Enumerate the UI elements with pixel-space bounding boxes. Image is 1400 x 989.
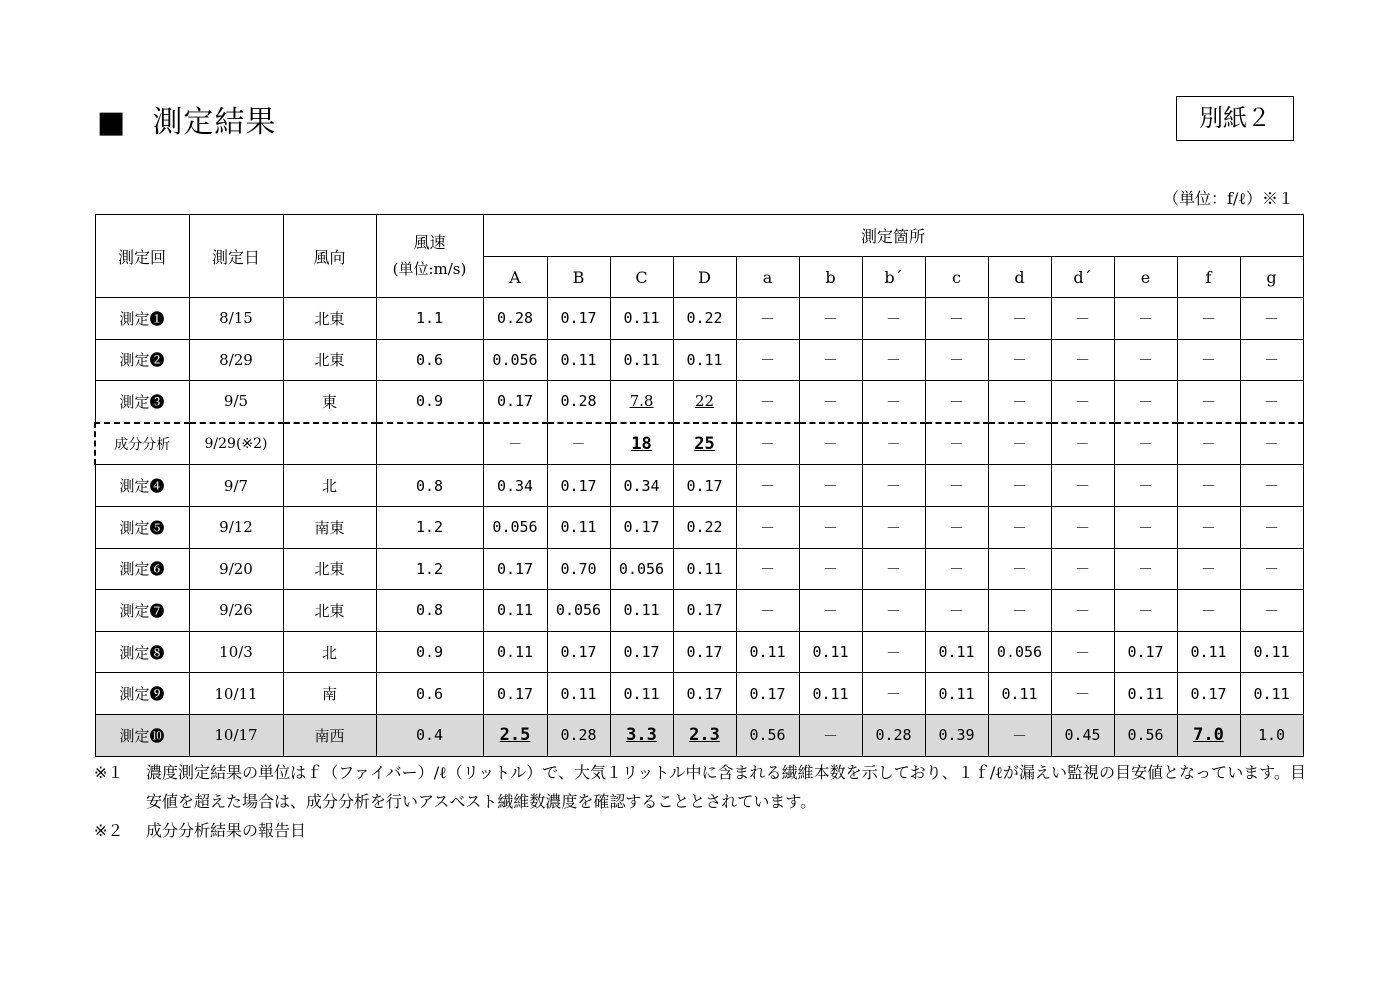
- date-cell: 8/15: [189, 298, 283, 340]
- value-cell: －: [1240, 506, 1303, 548]
- value-cell: －: [862, 465, 925, 507]
- value-cell: －: [925, 548, 988, 590]
- value-cell: 0.56: [1114, 714, 1177, 756]
- header-wind-speed: [376, 215, 483, 298]
- value-cell: －: [925, 381, 988, 423]
- value-cell: [673, 423, 736, 465]
- value-cell: －: [862, 590, 925, 632]
- round-cell: 測定❶: [95, 298, 189, 340]
- value-cell: －: [799, 381, 862, 423]
- value-cell: －: [483, 423, 547, 465]
- table-row: [95, 423, 1303, 465]
- date-cell: 9/7: [189, 465, 283, 507]
- value-cell: －: [988, 590, 1051, 632]
- value-cell: －: [736, 465, 799, 507]
- value-cell: 0.22: [673, 298, 736, 340]
- round-cell: 測定❼: [95, 590, 189, 632]
- value-cell: 0.28: [862, 714, 925, 756]
- footnote-2: [94, 816, 1306, 845]
- wind-direction-cell: 北: [283, 465, 376, 507]
- value-cell: －: [1051, 673, 1114, 715]
- footnote-2-mark: ※２: [94, 821, 124, 840]
- highlighted-value: 18: [631, 434, 652, 455]
- value-cell: 0.11: [610, 590, 673, 632]
- value-cell: －: [925, 423, 988, 465]
- table-row: [95, 465, 1303, 507]
- value-cell: [610, 423, 673, 465]
- value-cell: 0.17: [673, 673, 736, 715]
- value-cell: －: [1177, 465, 1240, 507]
- round-cell: 測定❿: [95, 714, 189, 756]
- value-cell: －: [799, 714, 862, 756]
- value-cell: －: [1051, 548, 1114, 590]
- value-cell: －: [1114, 465, 1177, 507]
- value-cell: 0.11: [610, 673, 673, 715]
- value-cell: 0.17: [1114, 631, 1177, 673]
- location-header-cell: C: [610, 257, 673, 298]
- highlighted-value: 22: [694, 392, 715, 411]
- round-cell: 測定❽: [95, 631, 189, 673]
- footnotes: [94, 758, 1306, 845]
- header-date: 測定日: [189, 215, 283, 298]
- value-cell: 0.17: [483, 673, 547, 715]
- value-cell: －: [1051, 631, 1114, 673]
- wind-direction-cell: 東: [283, 381, 376, 423]
- value-cell: －: [1114, 548, 1177, 590]
- value-cell: －: [1240, 590, 1303, 632]
- wind-direction-cell: 北東: [283, 590, 376, 632]
- value-cell: [483, 714, 547, 756]
- value-cell: －: [925, 465, 988, 507]
- value-cell: －: [1051, 465, 1114, 507]
- attachment-label: 別紙２: [1176, 96, 1294, 141]
- value-cell: 0.28: [483, 298, 547, 340]
- location-header-cell: b´: [862, 257, 925, 298]
- value-cell: －: [862, 673, 925, 715]
- value-cell: 0.11: [799, 673, 862, 715]
- value-cell: －: [799, 298, 862, 340]
- header-round: 測定回: [95, 215, 189, 298]
- value-cell: 0.11: [610, 339, 673, 381]
- date-cell: 9/12: [189, 506, 283, 548]
- highlighted-value: 2.5: [499, 725, 531, 746]
- value-cell: [673, 714, 736, 756]
- value-cell: －: [736, 548, 799, 590]
- unit-note: （単位：f/ℓ）※１: [1163, 189, 1294, 208]
- value-cell: －: [547, 423, 610, 465]
- value-cell: －: [1240, 423, 1303, 465]
- wind-direction-cell: 北東: [283, 298, 376, 340]
- date-cell: 9/5: [189, 381, 283, 423]
- value-cell: －: [1240, 548, 1303, 590]
- table-row: [95, 673, 1303, 715]
- value-cell: －: [736, 506, 799, 548]
- measurement-table: [94, 214, 1304, 757]
- value-cell: 0.11: [547, 339, 610, 381]
- value-cell: 0.22: [673, 506, 736, 548]
- value-cell: 0.17: [483, 381, 547, 423]
- round-cell: 測定❷: [95, 339, 189, 381]
- round-cell: 測定❺: [95, 506, 189, 548]
- wind-speed-cell: 1.1: [376, 298, 483, 340]
- value-cell: 0.17: [736, 673, 799, 715]
- value-cell: [610, 381, 673, 423]
- value-cell: 0.11: [547, 506, 610, 548]
- wind-speed-cell: 0.9: [376, 381, 483, 423]
- table-row: [95, 506, 1303, 548]
- footnote-2-text: 成分分析結果の報告日: [146, 821, 307, 840]
- value-cell: －: [988, 423, 1051, 465]
- value-cell: －: [1114, 339, 1177, 381]
- value-cell: －: [799, 506, 862, 548]
- value-cell: －: [1051, 590, 1114, 632]
- value-cell: －: [1051, 339, 1114, 381]
- table-row: [95, 298, 1303, 340]
- location-header-cell: f: [1177, 257, 1240, 298]
- value-cell: －: [1177, 548, 1240, 590]
- value-cell: 0.11: [673, 548, 736, 590]
- value-cell: －: [862, 423, 925, 465]
- wind-direction-cell: [283, 423, 376, 465]
- value-cell: －: [1177, 339, 1240, 381]
- value-cell: －: [1114, 590, 1177, 632]
- value-cell: 0.11: [799, 631, 862, 673]
- value-cell: －: [1177, 381, 1240, 423]
- value-cell: 0.11: [483, 631, 547, 673]
- value-cell: 0.34: [610, 465, 673, 507]
- title-text: 測定結果: [152, 105, 277, 140]
- table-row: [95, 590, 1303, 632]
- date-cell: 9/20: [189, 548, 283, 590]
- value-cell: －: [988, 298, 1051, 340]
- wind-speed-cell: [376, 423, 483, 465]
- value-cell: 0.11: [673, 339, 736, 381]
- value-cell: －: [1240, 298, 1303, 340]
- value-cell: 0.11: [736, 631, 799, 673]
- value-cell: 0.17: [483, 548, 547, 590]
- round-cell: 測定❾: [95, 673, 189, 715]
- table-body: [95, 298, 1303, 757]
- value-cell: 0.11: [925, 673, 988, 715]
- location-header-cell: e: [1114, 257, 1177, 298]
- value-cell: －: [988, 339, 1051, 381]
- round-cell: 測定❹: [95, 465, 189, 507]
- date-cell: 10/17: [189, 714, 283, 756]
- wind-direction-cell: 北東: [283, 548, 376, 590]
- wind-speed-label: 風速: [413, 233, 446, 252]
- wind-direction-cell: 南東: [283, 506, 376, 548]
- value-cell: －: [925, 506, 988, 548]
- value-cell: －: [988, 465, 1051, 507]
- value-cell: －: [925, 590, 988, 632]
- value-cell: 0.11: [1240, 631, 1303, 673]
- round-cell: 測定❻: [95, 548, 189, 590]
- wind-speed-cell: 0.8: [376, 590, 483, 632]
- value-cell: －: [862, 631, 925, 673]
- value-cell: －: [862, 298, 925, 340]
- title-marker-icon: ■: [97, 105, 127, 140]
- value-cell: 0.17: [673, 465, 736, 507]
- wind-speed-cell: 0.9: [376, 631, 483, 673]
- value-cell: －: [736, 423, 799, 465]
- location-header-cell: g: [1240, 257, 1303, 298]
- value-cell: 0.11: [925, 631, 988, 673]
- footnote-1-mark: ※１: [94, 763, 124, 782]
- value-cell: －: [1177, 423, 1240, 465]
- date-cell: 9/29(※2): [189, 423, 283, 465]
- value-cell: 0.11: [610, 298, 673, 340]
- value-cell: 0.11: [1240, 673, 1303, 715]
- value-cell: [1177, 714, 1240, 756]
- value-cell: 0.056: [988, 631, 1051, 673]
- value-cell: 1.0: [1240, 714, 1303, 756]
- table-row: [95, 381, 1303, 423]
- value-cell: 0.056: [610, 548, 673, 590]
- wind-speed-cell: 0.6: [376, 673, 483, 715]
- location-header-cell: a: [736, 257, 799, 298]
- header-wind-direction: 風向: [283, 215, 376, 298]
- value-cell: －: [799, 590, 862, 632]
- round-cell: 成分分析: [95, 423, 189, 465]
- value-cell: －: [1114, 298, 1177, 340]
- value-cell: －: [1177, 506, 1240, 548]
- location-header-cell: c: [925, 257, 988, 298]
- location-header-cell: d: [988, 257, 1051, 298]
- value-cell: －: [736, 298, 799, 340]
- value-cell: 0.17: [1177, 673, 1240, 715]
- value-cell: －: [1051, 298, 1114, 340]
- date-cell: 10/11: [189, 673, 283, 715]
- wind-speed-cell: 1.2: [376, 548, 483, 590]
- page-title: [97, 103, 276, 143]
- table-row: [95, 714, 1303, 756]
- footnote-1: [94, 758, 1306, 816]
- value-cell: －: [988, 548, 1051, 590]
- location-header-cell: d´: [1051, 257, 1114, 298]
- value-cell: －: [736, 339, 799, 381]
- wind-direction-cell: 北東: [283, 339, 376, 381]
- value-cell: －: [1177, 298, 1240, 340]
- value-cell: －: [799, 548, 862, 590]
- header-locations-group: 測定箇所: [483, 215, 1303, 257]
- value-cell: 0.11: [988, 673, 1051, 715]
- value-cell: －: [862, 506, 925, 548]
- wind-direction-cell: 南: [283, 673, 376, 715]
- value-cell: －: [988, 381, 1051, 423]
- wind-direction-cell: 南西: [283, 714, 376, 756]
- value-cell: 0.56: [736, 714, 799, 756]
- highlighted-value: 7.8: [629, 392, 654, 411]
- location-header-cell: A: [483, 257, 547, 298]
- value-cell: 0.17: [547, 298, 610, 340]
- value-cell: －: [1114, 506, 1177, 548]
- value-cell: －: [862, 339, 925, 381]
- highlighted-value: 2.3: [689, 725, 720, 746]
- value-cell: 0.17: [610, 631, 673, 673]
- value-cell: －: [736, 381, 799, 423]
- value-cell: －: [799, 465, 862, 507]
- value-cell: [673, 381, 736, 423]
- highlighted-value: 3.3: [626, 725, 657, 746]
- date-cell: 10/3: [189, 631, 283, 673]
- value-cell: 0.11: [1114, 673, 1177, 715]
- date-cell: 8/29: [189, 339, 283, 381]
- value-cell: 0.056: [483, 339, 547, 381]
- value-cell: 0.45: [1051, 714, 1114, 756]
- value-cell: 0.11: [483, 590, 547, 632]
- value-cell: －: [1114, 423, 1177, 465]
- value-cell: 0.17: [673, 631, 736, 673]
- value-cell: 0.17: [547, 631, 610, 673]
- value-cell: －: [799, 423, 862, 465]
- value-cell: －: [799, 339, 862, 381]
- value-cell: －: [862, 548, 925, 590]
- value-cell: －: [736, 590, 799, 632]
- wind-speed-cell: 0.4: [376, 714, 483, 756]
- value-cell: －: [988, 714, 1051, 756]
- value-cell: －: [1177, 590, 1240, 632]
- value-cell: 0.11: [547, 673, 610, 715]
- value-cell: －: [1240, 465, 1303, 507]
- value-cell: [610, 714, 673, 756]
- value-cell: 0.056: [483, 506, 547, 548]
- wind-speed-cell: 0.6: [376, 339, 483, 381]
- highlighted-value: 7.0: [1193, 725, 1224, 746]
- wind-speed-cell: 0.8: [376, 465, 483, 507]
- wind-speed-unit: (単位:m/s): [392, 260, 467, 278]
- value-cell: 0.056: [547, 590, 610, 632]
- round-cell: 測定❸: [95, 381, 189, 423]
- location-header-cell: B: [547, 257, 610, 298]
- value-cell: 0.39: [925, 714, 988, 756]
- value-cell: －: [1051, 381, 1114, 423]
- value-cell: 0.17: [610, 506, 673, 548]
- footnote-1-text: 濃度測定結果の単位はｆ（ファイバー）/ℓ（リットル）で、大気１リットル中に含まれる繊維本数を示しており、１ｆ/ℓが漏えい監視の目安値となっています。目安値を超えた場合は、成分分析を行いアスベスト繊維数濃度を確認することとされています。: [146, 763, 1306, 811]
- value-cell: －: [925, 339, 988, 381]
- table-row: [95, 339, 1303, 381]
- value-cell: －: [1240, 339, 1303, 381]
- date-cell: 9/26: [189, 590, 283, 632]
- value-cell: －: [1114, 381, 1177, 423]
- value-cell: 0.17: [673, 590, 736, 632]
- value-cell: 0.34: [483, 465, 547, 507]
- value-cell: 0.28: [547, 714, 610, 756]
- value-cell: 0.11: [1177, 631, 1240, 673]
- highlighted-value: 25: [694, 434, 715, 455]
- value-cell: 0.70: [547, 548, 610, 590]
- location-header-cell: D: [673, 257, 736, 298]
- table-row: [95, 548, 1303, 590]
- location-header-cell: b: [799, 257, 862, 298]
- value-cell: 0.17: [547, 465, 610, 507]
- value-cell: －: [925, 298, 988, 340]
- value-cell: 0.28: [547, 381, 610, 423]
- value-cell: －: [1051, 506, 1114, 548]
- table-row: [95, 631, 1303, 673]
- value-cell: －: [988, 506, 1051, 548]
- value-cell: －: [1051, 423, 1114, 465]
- wind-speed-cell: 1.2: [376, 506, 483, 548]
- value-cell: －: [1240, 381, 1303, 423]
- value-cell: －: [862, 381, 925, 423]
- wind-direction-cell: 北: [283, 631, 376, 673]
